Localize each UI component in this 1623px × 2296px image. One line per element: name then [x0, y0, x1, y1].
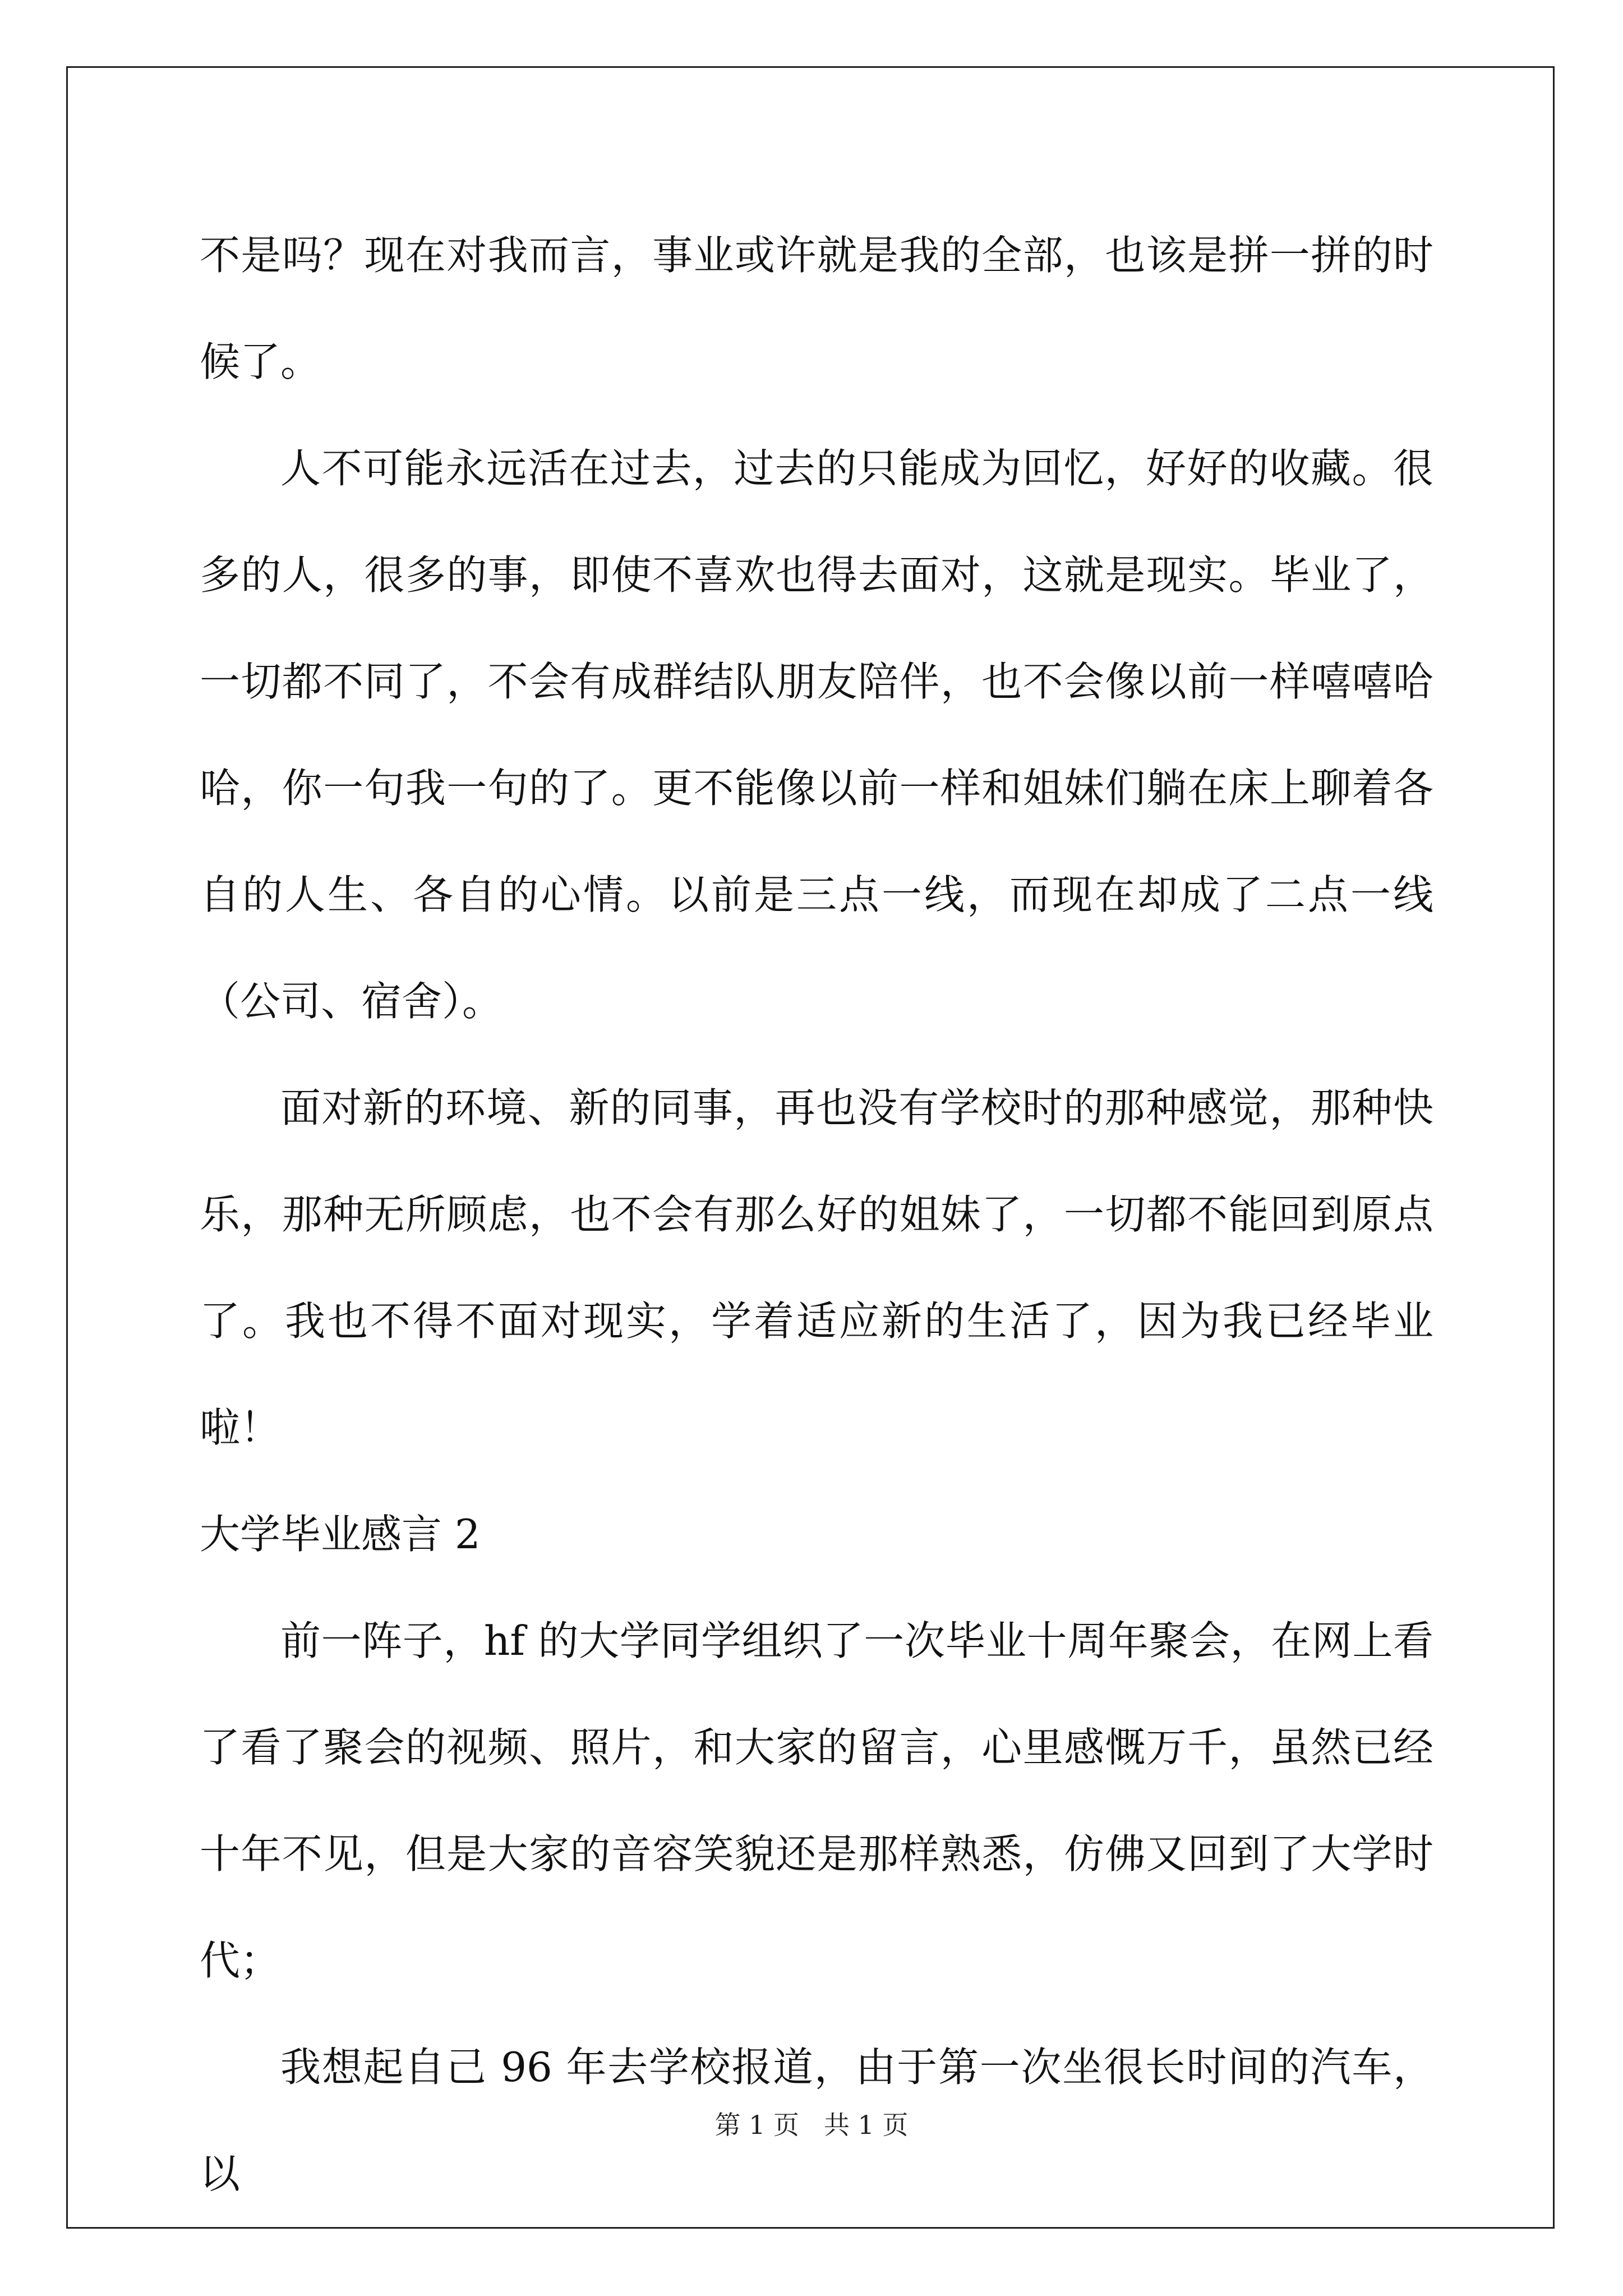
- paragraph: 前一阵子，hf 的大学同学组织了一次毕业十周年聚会，在网上看了看了聚会的视频、照片，和大家的留言，心里感慨万千，虽然已经十年不见，但是大家的音容笑貌还是那样熟悉，仿佛又回到了大学时代；: [200, 1617, 1433, 1984]
- paragraph: 人不可能永远活在过去，过去的只能成为回忆，好好的收藏。很多的人，很多的事，即使不喜欢也得去面对，这就是现实。毕业了，一切都不同了，不会有成群结队朋友陪伴，也不会像以前一样嘻嘻哈哈，你一句我一句的了。更不能像以前一样和姐妹们躺在床上聊着各自的人生、各自的心情。以前是三点一线，而现在却成了二点一线（公司、宿舍）。: [200, 445, 1433, 1025]
- document-body: [200, 202, 1433, 2227]
- paragraph-continuation: 不是吗？现在对我而言，事业或许就是我的全部，也该是拼一拼的时候了。: [200, 232, 1433, 385]
- page-total: 共 1 页: [823, 2110, 909, 2140]
- section-heading: 大学毕业感言 2: [200, 1511, 481, 1558]
- paragraph: 面对新的环境、新的同事，再也没有学校时的那种感觉，那种快乐，那种无所顾虑，也不会有那么好的姐妹了，一切都不能回到原点了。我也不得不面对现实，学着适应新的生活了，因为我已经毕业啦！: [200, 1084, 1433, 1451]
- page-footer: [0, 2105, 1623, 2142]
- page-number: 第 1 页: [714, 2110, 800, 2140]
- paragraph: 我想起自己 96 年去学校报道，由于第一次坐很长时间的汽车，以: [200, 2044, 1433, 2197]
